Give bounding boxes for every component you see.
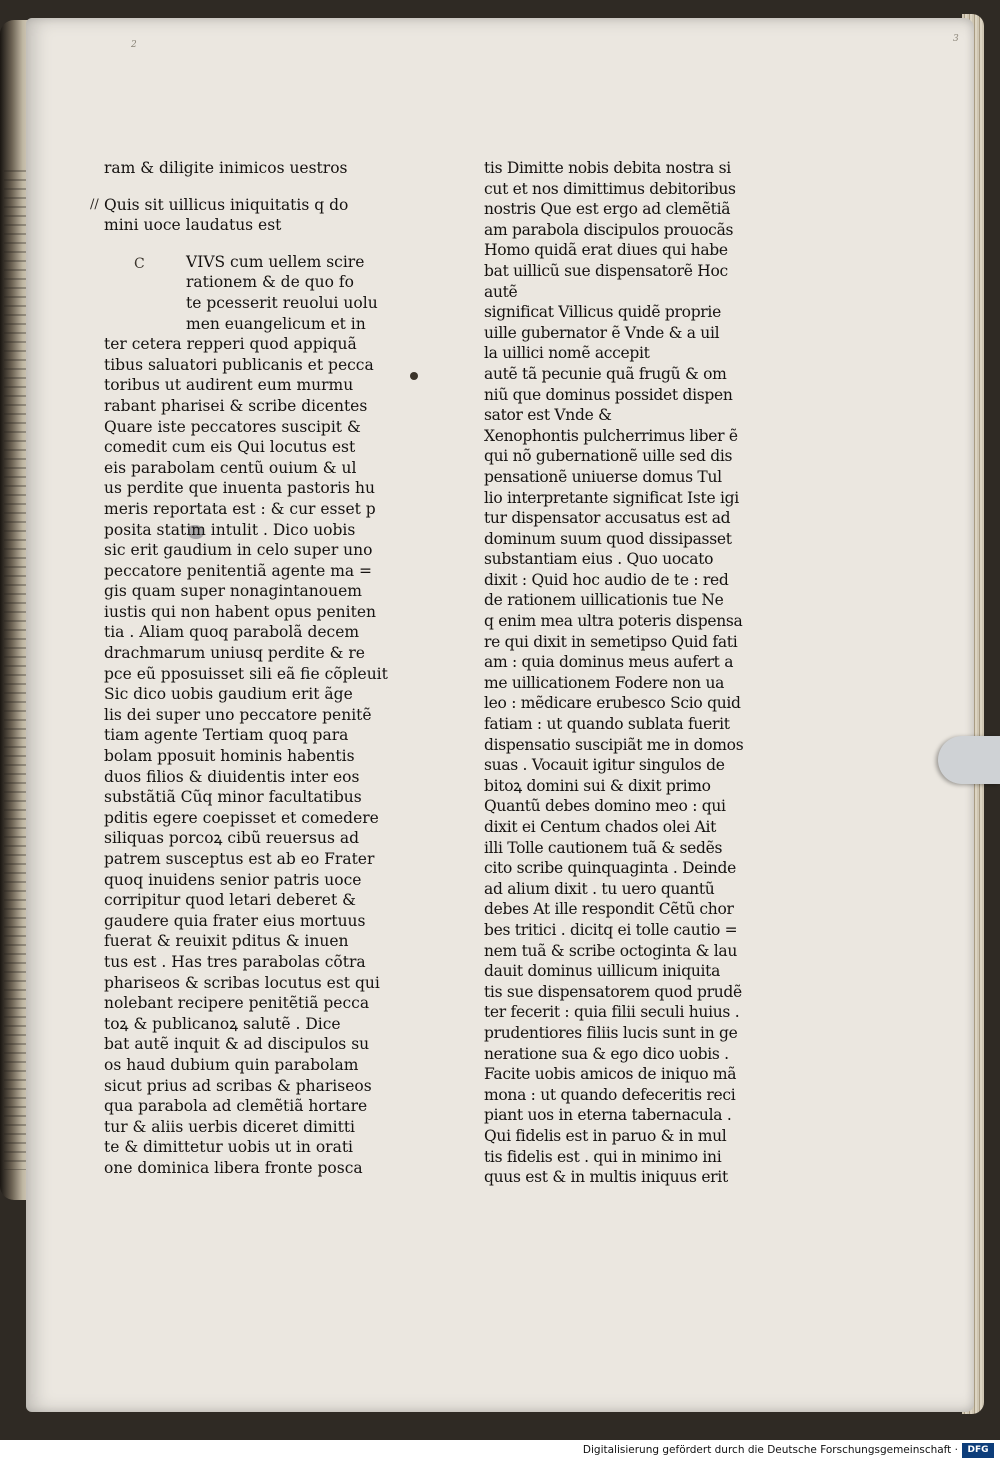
text-line: corripitur quod letari deberet & (104, 891, 356, 910)
text-line: tur & aliis uerbis diceret dimitti (104, 1117, 356, 1136)
text-line: gaudere quia frater eius mortuus (104, 911, 366, 930)
text-line: bitoꝝ domini sui & dixit primo (484, 776, 711, 795)
text-line: peccatore penitentiã agente ma = (104, 561, 373, 580)
text-line: rabant pharisei & scribe dicentes (104, 396, 368, 415)
text-line: bolam pposuit hominis habentis (104, 747, 355, 766)
text-line: lis dei super uno peccatore penitẽ (104, 705, 372, 724)
text-line: bat autẽ inquit & ad discipulos su (104, 1035, 370, 1054)
text-line: de rationem uillicationis tue Ne (484, 591, 724, 610)
text-line: rationem & de quo fo (186, 273, 354, 292)
left-text-column (90, 158, 390, 1179)
text-line: neratione sua & ego dico uobis . (484, 1044, 729, 1063)
text-line: suas . Vocauit igitur singulos de (484, 756, 725, 775)
text-line: tis sue dispensatorem quod prudẽ (484, 982, 742, 1001)
paragraph-marker: // (90, 196, 99, 212)
text-line: patrem susceptus est ab eo Frater (104, 850, 375, 868)
guide-letter: C (134, 255, 145, 272)
text-line: tis fidelis est . qui in minimo ini (484, 1147, 722, 1166)
text-line: iustis qui non habent opus peniten (104, 602, 376, 621)
text-line: Qui fidelis est in paruo & in mul (484, 1126, 727, 1145)
text-line: bat uillicũ sue dispensatorẽ Hoc (484, 261, 728, 280)
footer-bar (0, 1440, 1000, 1461)
text-line: us perdite que inuenta pastoris hu (104, 479, 375, 498)
text-line: tis Dimitte nobis debita nostra si (484, 159, 731, 177)
text-line: gis quam super nonagintanouem (104, 582, 362, 601)
text-line: q enim mea ultra poteris dispensa (484, 612, 743, 631)
text-line: Facite uobis amicos de iniquo mã (484, 1065, 737, 1084)
text-line: am parabola discipulos prouocãs (484, 220, 734, 239)
text-line: tibus saluatori publicanis et pecca (104, 355, 374, 374)
text-line: toꝝ & publicanoꝝ salutẽ . Dice (104, 1014, 341, 1033)
text-line: sic erit gaudium in celo super uno (104, 541, 373, 560)
text-line: substãtiã Cũq minor facultatibus (104, 788, 362, 807)
text-line: niũ que dominus possidet dispen (484, 385, 733, 404)
text-line: quus est & in multis iniquus erit (484, 1168, 728, 1187)
text-line: la uillici nomẽ accepit (484, 344, 650, 363)
page-corner-mark-right: 3 (953, 34, 959, 44)
text-line: sator est Vnde & (484, 406, 612, 425)
text-line: eis parabolam centũ ouium & ul (104, 458, 357, 477)
text-line: tus est . Has tres parabolas cõtra (104, 952, 366, 971)
text-line: prudentiores filiis lucis sunt in ge (484, 1023, 738, 1042)
page-corner-mark-left: 2 (131, 40, 137, 50)
bookmark-tab (938, 736, 1000, 784)
text-line: tiam agente Tertiam quoq para (104, 726, 349, 745)
text-line: me uillicationem Fodere non ua (484, 673, 725, 692)
text-line: leo : mẽdicare erubesco Scio quid (484, 694, 741, 713)
text-line: dauit dominus uillicum iniquita (484, 962, 721, 981)
text-line: significat Villicus quidẽ proprie (484, 303, 721, 322)
text-line: Quare iste peccatores suscipit & (104, 417, 361, 436)
text-line: am : quia dominus meus aufert a (484, 653, 734, 672)
text-line: te pcesserit reuolui uolu (186, 293, 378, 312)
text-line: posita statim intulit . Dico uobis (104, 520, 356, 539)
text-line: dominum suum quod dissipasset (484, 529, 732, 548)
text-line: illi Tolle cautionem tuã & sedẽs (484, 838, 723, 857)
text-line: cito scribe quinquaginta . Deinde (484, 859, 736, 878)
text-line: dispensatio suscipiãt me in domos (484, 735, 744, 754)
text-line: toribus ut audirent eum murmu (104, 376, 354, 395)
text-line: substantiam eius . Quo uocato (484, 550, 714, 569)
text-line: men euangelicum et in (186, 314, 366, 333)
text-line: bes tritici . dicitq ei tolle cautio = (484, 920, 738, 939)
text-line: debes At ille respondit Cẽtũ chor (484, 900, 734, 919)
text-line: autẽ tã pecunie quã frugũ & om (484, 364, 727, 383)
text-line: phariseos & scribas locutus est qui (104, 973, 380, 992)
text-line: autẽ (484, 282, 518, 301)
text-line: ter fecerit : quia filii seculi huius . (484, 1003, 740, 1022)
text-line: pditis egere coepisset et comedere (104, 808, 379, 827)
text-line: drachmarum uniusq perdite & re (104, 644, 365, 663)
text-line: tia . Aliam quoq parabolã decem (104, 623, 360, 642)
text-line: comedit cum eis Qui locutus est (104, 438, 356, 457)
text-line: VIVS cum uellem scire (186, 252, 365, 271)
text-line: lio interpretante significat Iste igi (484, 488, 739, 507)
heading-line: mini uoce laudatus est (104, 216, 282, 235)
text-line: duos filios & diuidentis inter eos (104, 767, 360, 786)
text-line: fatiam : ut quando sublata fuerit (484, 715, 730, 734)
text-line: pensationẽ uniuerse domus Tul (484, 467, 722, 486)
ink-spot (410, 372, 418, 380)
text-line: cut et nos dimittimus debitoribus (484, 179, 736, 198)
text-line: ad alium dixit . tu uero quantũ (484, 879, 715, 898)
right-text-column (484, 158, 766, 1188)
funding-credit: Digitalisierung gefördert durch die Deutsche Forschungsgemeinschaft · (582, 1444, 958, 1456)
text-line: meris reportata est : & cur esset p (104, 499, 376, 518)
text-line: fuerat & reuixit pditus & inuen (104, 932, 349, 951)
text-line: dixit : Quid hoc audio de te : red (484, 570, 729, 589)
dfg-logo: DFG (962, 1443, 994, 1458)
text-line: sicut prius ad scribas & phariseos (104, 1076, 372, 1095)
text-line: ter cetera repperi quod appiquã (104, 335, 357, 354)
text-line: one dominica libera fronte posca (104, 1158, 363, 1177)
text-line: piant uos in eterna tabernacula . (484, 1106, 732, 1125)
text-line: Sic dico uobis gaudium erit ãge (104, 685, 353, 704)
left-body-text (104, 334, 390, 1178)
text-line: uille gubernator ẽ Vnde & a uil (484, 323, 720, 342)
text-line: Homo quidã erat diues qui habe (484, 241, 728, 260)
text-line: Xenophontis pulcherrimus liber ẽ (484, 426, 738, 445)
text-line: siliquas porcoꝝ cibũ reuersus ad (104, 829, 360, 848)
section-heading (90, 195, 390, 236)
text-line: re qui dixit in semetipso Quid fati (484, 632, 738, 651)
text-line: dixit ei Centum chados olei Ait (484, 818, 717, 836)
text-line: nem tuã & scribe octoginta & lau (484, 941, 738, 960)
text-line: ram & diligite inimicos uestros (104, 159, 348, 177)
text-line: pce eũ pposuisset sili eã fie cõpleuit (104, 664, 388, 683)
text-line: qui nõ gubernationẽ uille sed dis (484, 447, 733, 466)
text-line: te & dimittetur uobis ut in orati (104, 1138, 354, 1157)
text-line: qua parabola ad clemẽtiã hortare (104, 1097, 368, 1116)
text-line: nolebant recipere penitẽtiã pecca (104, 994, 370, 1013)
text-line: Quantũ debes domino meo : qui (484, 797, 726, 816)
opening-paragraph (104, 252, 390, 334)
heading-line: Quis sit uillicus iniquitatis q do (104, 195, 349, 214)
text-line: mona : ut quando defeceritis reci (484, 1085, 736, 1104)
text-line: os haud dubium quin parabolam (104, 1055, 359, 1074)
text-line: nostris Que est ergo ad clemẽtiã (484, 200, 731, 219)
text-line: quoq inuidens senior patris uoce (104, 870, 362, 889)
text-line: tur dispensator accusatus est ad (484, 509, 731, 528)
right-body-text (484, 158, 766, 1188)
facing-page-text (4, 170, 26, 1170)
